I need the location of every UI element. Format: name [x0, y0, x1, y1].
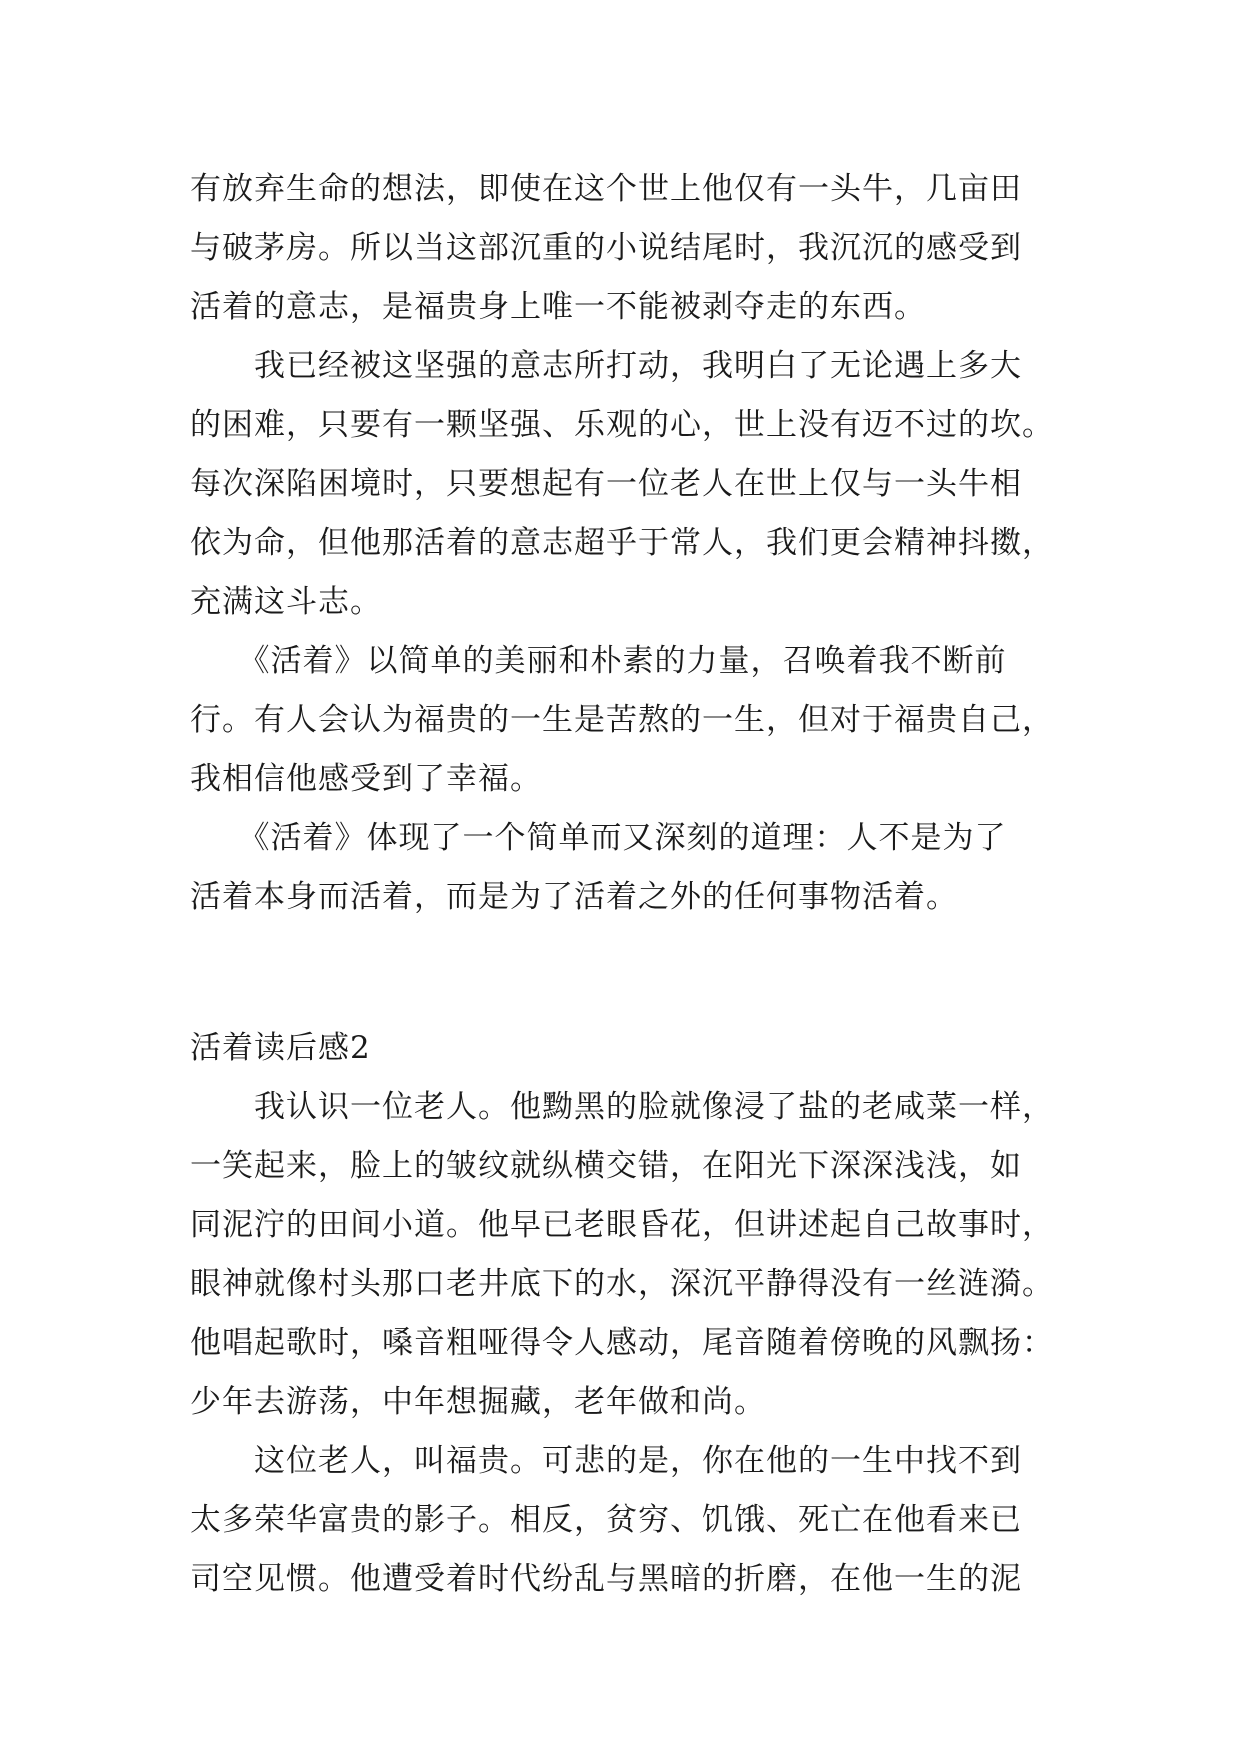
text-line: 依为命，但他那活着的意志超乎于常人，我们更会精神抖擞， — [190, 525, 1054, 561]
text-line: 《活着》以简单的美丽和朴素的力量，召唤着我不断前 — [190, 643, 1007, 679]
text-line: 行。有人会认为福贵的一生是苦熬的一生，但对于福贵自己， — [190, 702, 1054, 738]
text-line: 他唱起歌时，嗓音粗哑得令人感动，尾音随着傍晚的风飘扬： — [190, 1325, 1054, 1361]
text-line: 眼神就像村头那口老井底下的水，深沉平静得没有一丝涟漪。 — [190, 1266, 1054, 1302]
text-line: 活着本身而活着，而是为了活着之外的任何事物活着。 — [190, 879, 958, 915]
text-line: 少年去游荡，中年想掘藏，老年做和尚。 — [190, 1384, 766, 1420]
essay-1-ending — [190, 160, 1060, 927]
text-line: 与破茅房。所以当这部沉重的小说结尾时，我沉沉的感受到 — [190, 230, 1022, 266]
text-line: 太多荣华富贵的影子。相反，贫穷、饥饿、死亡在他看来已 — [190, 1502, 1022, 1538]
text-line: 一笑起来，脸上的皱纹就纵横交错，在阳光下深深浅浅，如 — [190, 1148, 1022, 1184]
essay-2-body — [190, 1078, 1060, 1609]
text-line: 同泥泞的田间小道。他早已老眼昏花，但讲述起自己故事时， — [190, 1207, 1054, 1243]
text-line: 有放弃生命的想法，即使在这个世上他仅有一头牛，几亩田 — [190, 171, 1022, 207]
text-line: 这位老人，叫福贵。可悲的是，你在他的一生中找不到 — [190, 1443, 1022, 1479]
document-page — [190, 160, 1060, 1609]
text-line: 司空见惯。他遭受着时代纷乱与黑暗的折磨，在他一生的泥 — [190, 1561, 1022, 1597]
text-line: 我相信他感受到了幸福。 — [190, 761, 542, 797]
text-line: 《活着》体现了一个简单而又深刻的道理：人不是为了 — [190, 820, 1007, 856]
text-line: 充满这斗志。 — [190, 584, 382, 620]
text-line: 活着的意志，是福贵身上唯一不能被剥夺走的东西。 — [190, 289, 926, 325]
section-heading: 活着读后感2 — [190, 1030, 371, 1066]
text-line: 我认识一位老人。他黝黑的脸就像浸了盐的老咸菜一样， — [190, 1089, 1054, 1125]
text-line: 的困难，只要有一颗坚强、乐观的心，世上没有迈不过的坎。 — [190, 407, 1054, 443]
text-line: 每次深陷困境时，只要想起有一位老人在世上仅与一头牛相 — [190, 466, 1022, 502]
section-spacer — [190, 927, 1060, 1019]
text-line: 我已经被这坚强的意志所打动，我明白了无论遇上多大 — [190, 348, 1022, 384]
